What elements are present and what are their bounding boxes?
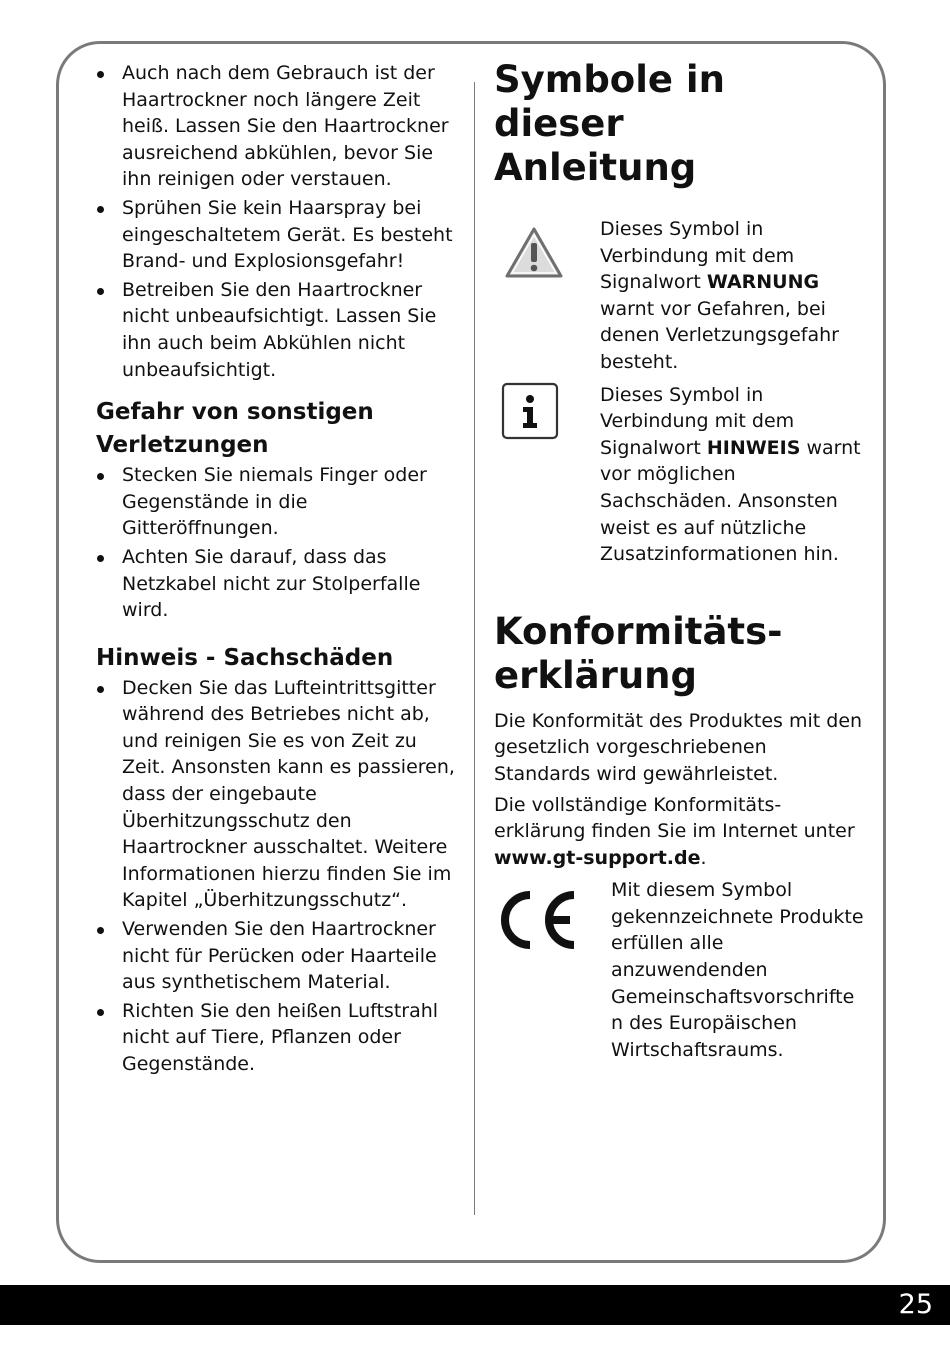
title-line: erklärung <box>494 653 698 697</box>
list-item <box>96 916 462 996</box>
footer-bar <box>0 1285 950 1325</box>
title-line: Konformitäts- <box>494 609 783 653</box>
bullet-icon <box>97 927 104 934</box>
symbols-title <box>494 58 864 190</box>
list-item <box>96 998 462 1078</box>
list-item-text: Stecken Sie niemals Finger oder Gegenstände in die Gitteröffnungen. <box>122 464 427 540</box>
support-url[interactable]: www.gt-support.de <box>494 846 701 869</box>
conformity-link-paragraph: Die vollständige Konformitäts-erklärung finden Sie im Internet unter www.gt-support.de. <box>494 793 855 869</box>
list-item-text: Decken Sie das Lufteintrittsgitter während des Betriebes nicht ab, und reinigen Sie es von Zeit zu Zeit. Ansonsten kann es passieren, dass der eingebaute Überhitzungsschutz den Haartrockner ausschaltet. Weitere Informationen hierzu finden Sie im Kapitel „Überhitzungsschutz“. <box>122 676 455 912</box>
list-item <box>96 277 462 383</box>
right-column <box>494 58 864 1063</box>
list-item-text: Auch nach dem Gebrauch ist der Haartrockner noch längere Zeit heiß. Lassen Sie den Haartrockner ausreichend abkühlen, bevor Sie ihn reinigen oder verstauen. <box>122 62 449 191</box>
intro-bullet-list <box>96 60 462 383</box>
column-divider <box>474 82 475 1215</box>
list-item-text: Betreiben Sie den Haartrockner nicht unbeaufsichtigt. Lassen Sie ihn auch beim Abkühlen nicht unbeaufsichtigt. <box>122 278 437 381</box>
list-item <box>96 462 462 542</box>
list-item-text: Sprühen Sie kein Haarspray bei eingeschaltetem Gerät. Es besteht Brand- und Explosionsgefahr! <box>122 196 453 273</box>
info-icon <box>494 382 600 448</box>
list-item-text: Achten Sie darauf, dass das Netzkabel nicht zur Stolperfalle wird. <box>122 545 421 622</box>
bullet-icon <box>97 1009 104 1016</box>
list-item <box>96 60 462 193</box>
warning-keyword: WARNUNG <box>706 271 820 294</box>
page-number: 25 <box>898 1289 933 1320</box>
ce-mark-icon <box>494 877 611 959</box>
left-column <box>96 60 462 1080</box>
section-heading-damage: Hinweis - Sachschäden <box>96 644 394 671</box>
list-item-text: Richten Sie den heißen Luftstrahl nicht auf Tiere, Pflanzen oder Gegenstände. <box>122 999 439 1075</box>
hint-description: Dieses Symbol in Verbindung mit dem Signalwort HINWEIS warnt vor möglichen Sachschäden. Ansonsten weist es auf nützliche Zusatzinformationen hin. <box>600 383 861 566</box>
section-heading-injuries <box>96 396 462 462</box>
bullet-icon <box>97 288 104 295</box>
heading-line: Verletzungen <box>96 432 269 459</box>
title-line: Symbole in dieser <box>494 58 725 145</box>
damage-bullet-list <box>96 675 462 1078</box>
title-line: Anleitung <box>494 146 697 189</box>
bullet-icon <box>97 555 104 562</box>
ce-description: Mit diesem Symbol gekennzeichnete Produkte erfüllen alle anzuwendenden Gemeinschaftsvorschrifte n des Europäischen Wirtschaftsraums. <box>611 879 864 1061</box>
bullet-icon <box>97 473 104 480</box>
conformity-title <box>494 610 864 698</box>
list-item <box>96 195 462 275</box>
bullet-icon <box>97 71 104 78</box>
list-item-text: Verwenden Sie den Haartrockner nicht für Perücken oder Haarteile aus synthetischem Material. <box>122 918 437 994</box>
bullet-icon <box>97 686 104 693</box>
conformity-paragraph: Die Konformität des Produktes mit den gesetzlich vorgeschriebenen Standards wird gewährleistet. <box>494 709 863 785</box>
injuries-bullet-list <box>96 462 462 624</box>
warning-triangle-icon <box>494 216 600 288</box>
warning-description: Dieses Symbol in Verbindung mit dem Signalwort WARNUNG warnt vor Gefahren, bei denen Verletzungsgefahr besteht. <box>600 218 839 373</box>
heading-line: Gefahr von sonstigen <box>96 399 374 426</box>
hint-symbol-row <box>494 382 864 568</box>
ce-symbol-row <box>494 877 864 1063</box>
bullet-icon <box>97 206 104 213</box>
warning-symbol-row <box>494 216 864 376</box>
list-item <box>96 544 462 624</box>
hint-keyword: HINWEIS <box>706 436 801 459</box>
list-item <box>96 675 462 914</box>
